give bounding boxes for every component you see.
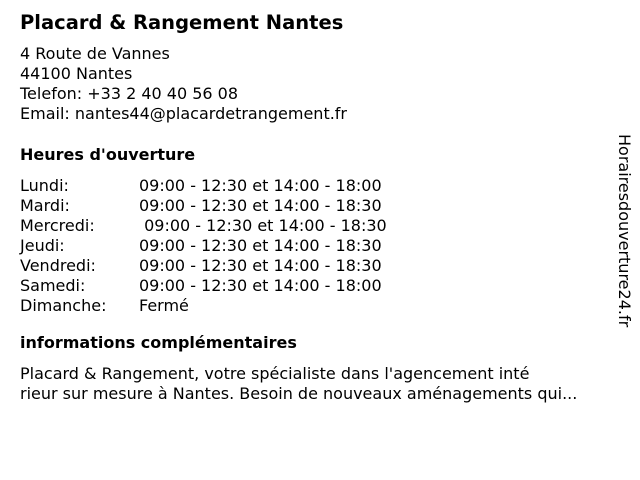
hours-day: Samedi:	[20, 276, 86, 295]
opening-hours-table	[20, 176, 610, 316]
hours-time: 09:00 - 12:30 et 14:00 - 18:30	[139, 196, 382, 215]
hours-row-mercredi	[20, 216, 610, 236]
address-street: 4 Route de Vannes	[20, 44, 170, 63]
email-address: Email: nantes44@placardetrangement.fr	[20, 104, 348, 123]
hours-time: 09:00 - 12:30 et 14:00 - 18:30	[139, 256, 382, 275]
hours-day: Dimanche:	[20, 296, 107, 315]
hours-day: Vendredi:	[20, 256, 96, 275]
site-watermark: Horairesdouverture24.fr	[615, 134, 634, 328]
hours-row-mardi	[20, 196, 610, 216]
hours-row-vendredi	[20, 256, 610, 276]
phone-number: Telefon: +33 2 40 40 56 08	[20, 84, 239, 103]
additional-info-text	[20, 364, 630, 404]
hours-time: 09:00 - 12:30 et 14:00 - 18:00	[139, 276, 382, 295]
hours-time: 09:00 - 12:30 et 14:00 - 18:30	[139, 236, 382, 255]
business-card	[20, 10, 610, 404]
hours-time: 09:00 - 12:30 et 14:00 - 18:30	[139, 216, 387, 235]
hours-day: Mercredi:	[20, 216, 95, 235]
address-city: 44100 Nantes	[20, 64, 133, 83]
contact-block	[20, 44, 610, 124]
hours-row-jeudi	[20, 236, 610, 256]
hours-row-samedi	[20, 276, 610, 296]
info-line: rieur sur mesure à Nantes. Besoin de nouveaux aménagements qui...	[20, 384, 578, 403]
additional-info-heading: informations complémentaires	[20, 333, 297, 352]
hours-day: Mardi:	[20, 196, 70, 215]
hours-day: Lundi:	[20, 176, 69, 195]
business-name: Placard & Rangement Nantes	[20, 11, 344, 34]
opening-hours-heading: Heures d'ouverture	[20, 145, 196, 164]
hours-time: Fermé	[139, 296, 189, 315]
hours-row-lundi	[20, 176, 610, 196]
hours-row-dimanche	[20, 296, 610, 316]
info-line: Placard & Rangement, votre spécialiste dans l'agencement inté	[20, 364, 530, 383]
hours-day: Jeudi:	[20, 236, 65, 255]
hours-time: 09:00 - 12:30 et 14:00 - 18:00	[139, 176, 382, 195]
